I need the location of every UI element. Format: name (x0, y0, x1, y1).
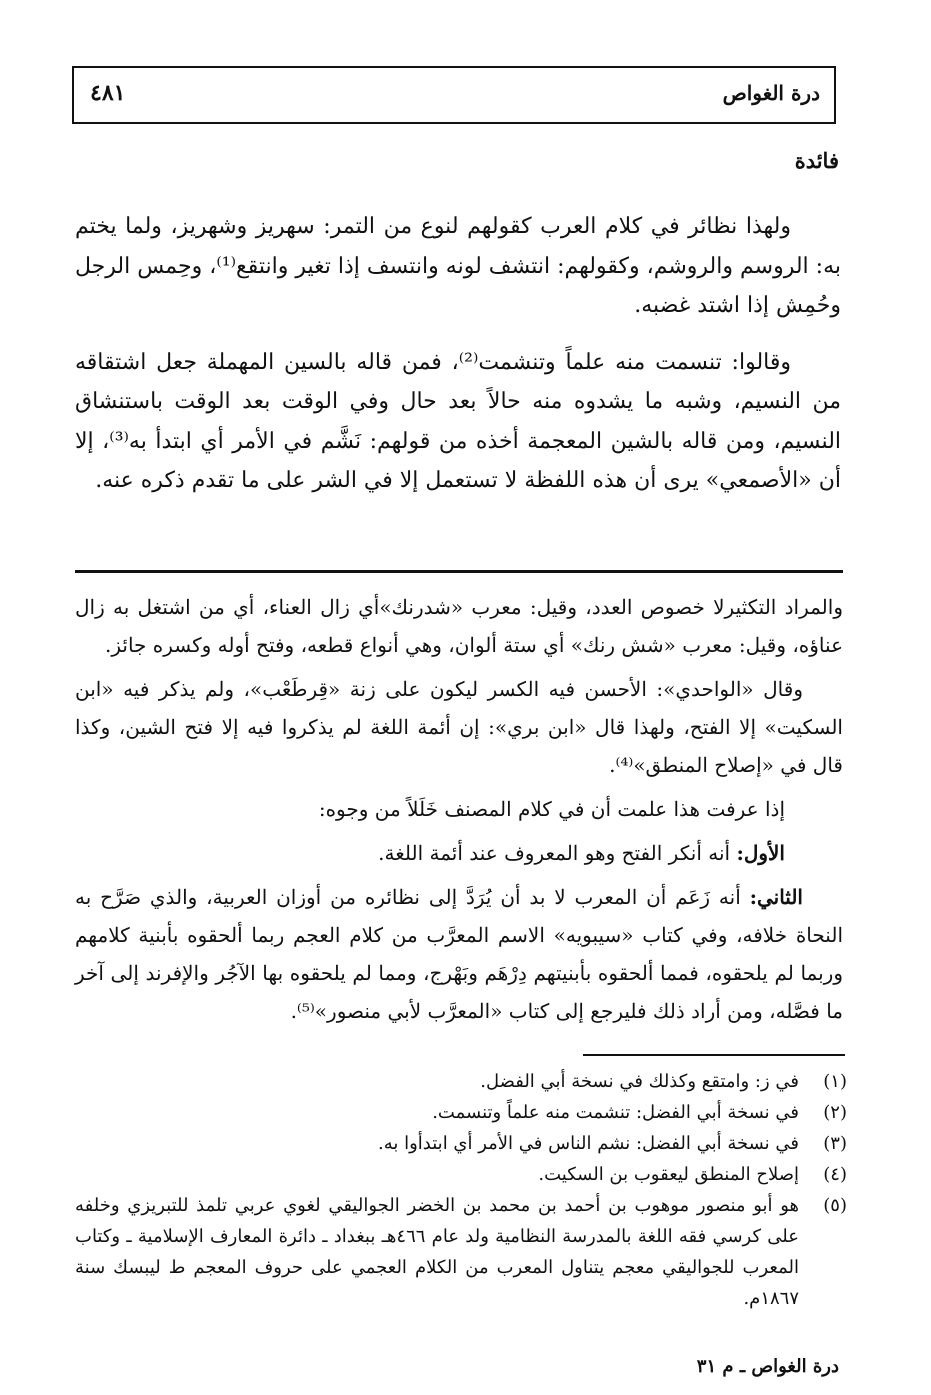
main-paragraph-2: وقالوا: تنسمت منه علماً وتنشمت⁽²⁾، فمن قاله بالسين المهملة جعل اشتقاقه من النسيم، وشبه ما يشدوه منه حالاً بعد حال وفي الوقت بعد الوقت باستنشاق النسيم، ومن قاله بالشين المعجمة أخذه من قولهم: نَشَّم في الأمر أي ابتدأ به⁽³⁾، إلا أن «الأصمعي» يرى أن هذه اللفظة لا تستعمل إلا في الشر على ما تقدم ذكره عنه. (75, 349, 842, 493)
footnote-number: (٢) (823, 1102, 847, 1123)
footnote-text: في نسخة أبي الفضل: نشم الناس في الأمر أي ابتدأوا به. (378, 1133, 799, 1154)
running-header (72, 66, 836, 124)
footnote-text: إصلاح المنطق ليعقوب بن السكيت. (538, 1164, 799, 1185)
main-text (75, 207, 841, 518)
point-label-first: الأول: (736, 841, 785, 865)
footnote-separator (583, 1054, 845, 1056)
footnote (75, 1066, 847, 1097)
footnotes (75, 1066, 847, 1314)
footnote-number: (٣) (823, 1133, 847, 1154)
main-separator (75, 570, 843, 573)
section-heading: فائدة (794, 148, 839, 173)
commentary-text (75, 588, 843, 1036)
point-text-second: أنه زَعَم أن المعرب لا بد أن يُرَدَّ إلى نظائره من أوزان العربية، والذي صَرَّح به النحاة خلافه، وفي كتاب «سيبويه» الاسم المعرَّب من كلام العجم ربما ألحقوه بأبنية كلامهم وربما لم يلحقوه، فمما ألحقوه بأبنيتهم دِرْهَم وبَهْرج، ومما لم يلحقوه بها الآجُر والإفرند إلى آخر ما فصَّله، ومن أراد ذلك فليرجع إلى كتاب «المعرَّب لأبي منصور»⁽⁵⁾. (75, 885, 843, 1023)
page-number: ٤٨١ (90, 80, 126, 106)
commentary-paragraph-4 (75, 834, 843, 872)
point-label-second: الثاني: (749, 885, 803, 909)
footnote-number: (٥) (823, 1195, 847, 1216)
footnote (75, 1128, 847, 1159)
footnote-number: (١) (823, 1071, 847, 1092)
footnote-number: (٤) (823, 1164, 847, 1185)
running-header-title: درة الغواص (722, 81, 820, 105)
commentary-paragraph-5 (75, 878, 843, 1030)
footnote-text: في ز: وامتقع وكذلك في نسخة أبي الفضل. (480, 1071, 799, 1092)
main-paragraph-1: ولهذا نظائر في كلام العرب كقولهم لنوع من التمر: سهريز وشهريز، ولما يختم به: الروسم والروشم، وكقولهم: انتشف لونه وانتسف إذا تغير وانتقع⁽¹⁾، وحِمس الرجل وحُمِش إذا اشتد غضبه. (75, 214, 841, 318)
footnote (75, 1097, 847, 1128)
signature-line: درة الغواص ـ م ٣١ (696, 1356, 839, 1377)
commentary-paragraph-1: والمراد التكثيرلا خصوص العدد، وقيل: معرب «شدرنك»أي زال العناء، أي من اشتغل به زال عناؤه، وقيل: معرب «شش رنك» أي ستة ألوان، وهي أنواع قطعه، وفتح أوله وكسره جائز. (75, 595, 843, 657)
footnote-text: هو أبو منصور موهوب بن أحمد بن محمد بن الخضر الجواليقي لغوي عربي تلمذ للتبريزي وخلفه على كرسي فقه اللغة بالمدرسة النظامية ولد عام ٤٦٦هـ ببغداد ـ دائرة المعارف الإسلامية ـ وكتاب المعرب للجواليقي معجم يتناول المعرب من الكلام العجمي على حروف المعجم ط ليبسك سنة ١٨٦٧م. (75, 1195, 799, 1309)
footnote (75, 1190, 847, 1314)
footnote-text: في نسخة أبي الفضل: تنشمت منه علماً وتنسمت. (432, 1102, 799, 1123)
point-text-first: أنه أنكر الفتح وهو المعروف عند أئمة اللغة. (378, 841, 737, 865)
footnote (75, 1159, 847, 1190)
commentary-paragraph-2: وقال «الواحدي»: الأحسن فيه الكسر ليكون على زنة «قِرطَعْب»، ولم يذكر فيه «ابن السكيت» إلا الفتح، ولهذا قال «ابن بري»: إن أئمة اللغة لم يذكروا فيه إلا فتح الشين، وكذا قال في «إصلاح المنطق»⁽⁴⁾. (75, 677, 843, 777)
commentary-paragraph-3: إذا عرفت هذا علمت أن في كلام المصنف خَلَلاً من وجوه: (318, 797, 785, 821)
